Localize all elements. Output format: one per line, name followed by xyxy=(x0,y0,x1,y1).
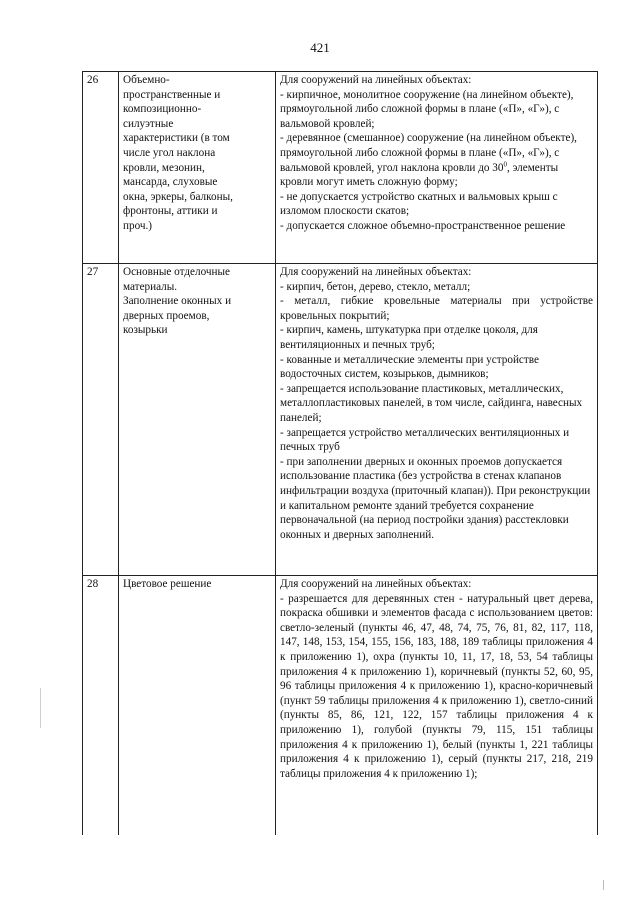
table-row xyxy=(83,72,598,264)
name-line: Цветовое решение xyxy=(123,578,212,590)
requirement-item: - допускается сложное объемно-пространственное решение xyxy=(280,219,566,232)
characteristic-name xyxy=(119,72,276,264)
name-line: козырьки xyxy=(123,324,168,337)
requirement-text xyxy=(276,72,598,264)
requirement-item: - кованные и металлические элементы при устройстве водосточных систем, козырьков, дымников; xyxy=(280,353,539,381)
requirement-text xyxy=(276,576,598,836)
page-number: 421 xyxy=(310,40,330,55)
scan-margin-mark xyxy=(40,688,41,728)
requirement-item: - не допускается устройство скатных и вальмовых крыш с изломом плоскости скатов; xyxy=(280,190,558,218)
name-line: дверных проемов, xyxy=(123,309,210,322)
requirement-item xyxy=(280,131,593,189)
requirement-item: - запрещается устройство металлических вентиляционных и печных труб xyxy=(280,426,570,454)
row-number: 27 xyxy=(83,264,119,576)
characteristic-name xyxy=(119,264,276,576)
name-line: Заполнение оконных и xyxy=(123,295,232,308)
requirement-heading: Для сооружений на линейных объектах: xyxy=(280,578,472,590)
requirement-heading: Для сооружений на линейных объектах: xyxy=(280,266,472,278)
name-line: числе угол наклона xyxy=(123,146,216,159)
row-number: 26 xyxy=(83,72,119,264)
name-line: характеристики (в том xyxy=(123,132,230,145)
name-line: проч.) xyxy=(123,219,153,232)
name-line: Основные отделочные xyxy=(123,266,231,278)
name-line: пространственные и xyxy=(123,88,221,101)
requirement-item: - металл, гибкие кровельные материалы при устройстве кровельных покрытий; xyxy=(280,295,593,322)
name-line: силуэтные xyxy=(123,117,174,130)
requirement-text xyxy=(276,264,598,576)
requirement-item: - разрешается для деревянных стен - натуральный цвет дерева, покраска обшивки и элементов фасада с использованием цветов: светло-зеленый (пункты 46, 47, 48, 74, 75, 76, 81, 82, 117, 118, 147, 148, 153, 154, 155, 156, 183, 188, 189 таблицы приложения 4 к приложению 1), охра (пункты 10, 11, 17, 18, 53, 54 таблицы приложения 4 к приложению 1), коричневый (пункты 52, 60, 95, 96 таблицы приложения 4 к приложению 1), красно-коричневый (пункт 59 таблицы приложения 4 к приложению 1), светло-синий (пункты 85, 86, 121, 122, 157 таблицы приложения 4 к приложению 1), голубой (пункты 79, 115, 151 таблицы приложения 4 к приложению 1), белый (пункты 1, 221 таблицы приложения 4 к приложению 1), серый (пункты 217, 218, 219 таблицы приложения 4 к приложению 1); xyxy=(280,592,593,780)
characteristic-name xyxy=(119,576,276,836)
requirement-item-tail: , элементы кровли могут иметь сложную форму; xyxy=(280,161,559,189)
name-line: окна, эркеры, балконы, xyxy=(123,190,233,203)
name-line: кровли, мезонин, xyxy=(123,161,205,174)
degree-superscript: 0 xyxy=(503,159,507,168)
requirement-heading: Для сооружений на линейных объектах: xyxy=(280,74,472,86)
table-row xyxy=(83,264,598,576)
name-line: композиционно- xyxy=(123,103,202,116)
requirement-item: - кирпич, камень, штукатурка при отделке цоколя, для вентиляционных и печных труб; xyxy=(280,324,538,351)
name-line: материалы. xyxy=(123,280,178,293)
table-row xyxy=(83,576,598,836)
requirement-item: - при заполнении дверных и оконных проемов допускается использование пластика (без устройства в стенах клапанов инфильтрации воздуха (приточный клапан)). При реконструкции и капитальном ремонте зданий требуется сохранение первоначальной (на период постройки здания) расстекловки оконных и дверных заполнений. xyxy=(280,455,591,541)
requirement-item-text: - деревянное (смешанное) сооружение (на линейном объекте), прямоугольной либо сложной формы в плане («П», «Г»), с вальмовой кровлей, угол наклона кровли до 30 xyxy=(280,132,577,174)
requirement-item: - запрещается использование пластиковых, металлических, металлопластиковых панелей, в том числе, сайдинга, навесных панелей; xyxy=(280,382,583,424)
requirements-table xyxy=(82,71,598,835)
name-line: Объемно- xyxy=(123,74,170,86)
requirement-item: - кирпич, бетон, дерево, стекло, металл; xyxy=(280,280,471,293)
name-line: фронтоны, аттики и xyxy=(123,205,218,218)
requirement-item: - кирпичное, монолитное сооружение (на линейном объекте), прямоугольной либо сложной формы в плане («П», «Г»), с вальмовой кровлей; xyxy=(280,88,574,130)
row-number: 28 xyxy=(83,576,119,836)
name-line: мансарда, слуховые xyxy=(123,176,218,189)
scan-corner-mark xyxy=(603,880,604,890)
